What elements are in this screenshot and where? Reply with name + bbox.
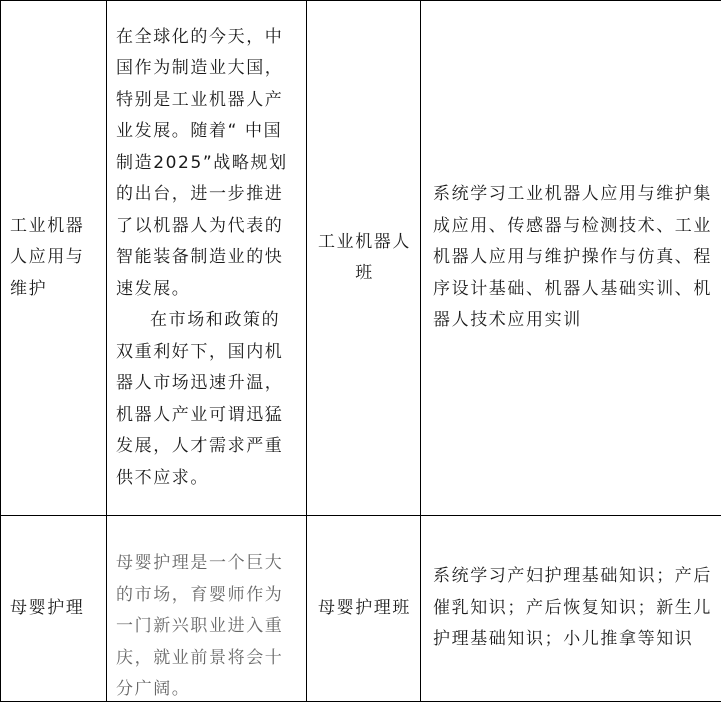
background-text (107, 22, 306, 495)
background-paragraph: 在全球化的今天，中国作为制造业大国，特别是工业机器人产业发展。随着“ 中国制造2025”战略规划的出台，进一步推进了以机器人为代表的智能装备制造业的快速发展。 (116, 22, 298, 306)
courses-cell (421, 516, 721, 702)
table-row (1, 1, 721, 516)
class-cell (307, 1, 421, 516)
background-paragraph: 在市场和政策的双重利好下，国内机器人市场迅速升温，机器人产业可谓迅猛发展，人才需求严重供不应求。 (116, 305, 298, 494)
background-cell (107, 1, 307, 516)
background-paragraph: 母婴护理是一个巨大的市场，育婴师作为一门新兴职业进入重庆，就业前景将会十分广阔。 (116, 548, 298, 701)
courses-cell (421, 1, 721, 516)
major-cell (1, 1, 107, 516)
courses-text: 系统学习产妇护理基础知识；产后催乳知识；产后恢复知识；新生儿护理基础知识；小儿推拿等知识 (421, 561, 721, 656)
class-name: 工业机器人班 (307, 227, 420, 290)
major-name: 工业机器人应用与维护 (1, 211, 106, 306)
background-cell (107, 516, 307, 702)
class-name: 母婴护理班 (307, 593, 420, 625)
background-text (107, 548, 306, 701)
major-cell (1, 516, 107, 702)
major-name: 母婴护理 (1, 593, 106, 625)
courses-text: 系统学习工业机器人应用与维护集成应用、传感器与检测技术、工业机器人应用与维护操作与仿真、程序设计基础、机器人基础实训、机器人技术应用实训 (421, 179, 721, 337)
table-row (1, 516, 721, 702)
class-cell (307, 516, 421, 702)
